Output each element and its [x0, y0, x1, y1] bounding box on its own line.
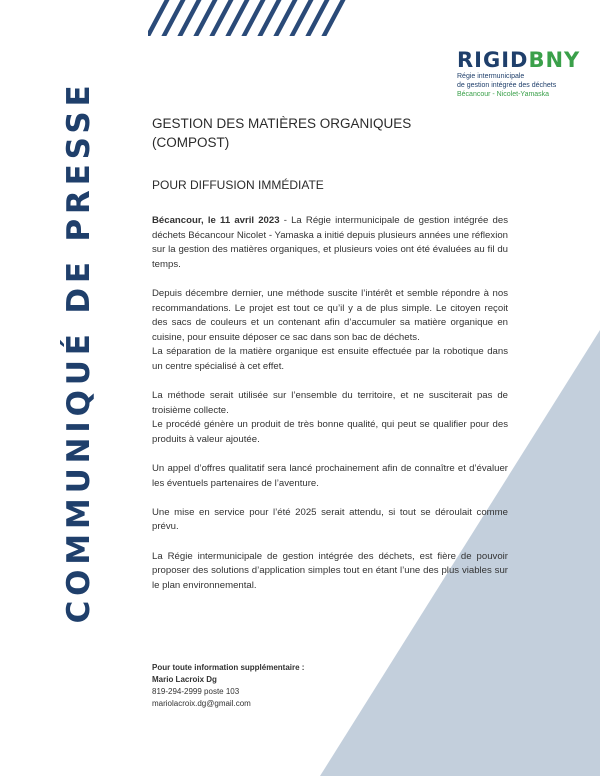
logo-line-3: Bécancour - Nicolet-Yamaska: [457, 91, 550, 98]
paragraph-closing: La Régie intermunicipale de gestion intégrée des déchets, est fière de pouvoir proposer des solutions d’application simples tout en étant l’une des plus viables sur le plan environnemental.: [152, 550, 508, 591]
paragraph-schedule: Une mise en service pour l’été 2025 serait attendu, si tout se déroulait comme prévu.: [152, 506, 508, 533]
side-title: COMMUNIQUÉ DE PRESSE: [61, 80, 97, 624]
paragraph-territory: La méthode serait utilisée sur l’ensemble du territoire, et ne susciterait pas de troisième collecte.: [152, 390, 508, 416]
page-title: GESTION DES MATIÈRES ORGANIQUES (COMPOST): [152, 116, 412, 150]
paragraph-quality: Le procédé génère un produit de très bonne qualité, qui peut se qualifier pour des produits à valeur ajoutée.: [152, 419, 508, 445]
contact-email: mariolacroix.dg@gmail.com: [152, 699, 251, 708]
press-release-content: [152, 114, 508, 608]
release-body: [152, 214, 508, 593]
release-subheading: POUR DIFFUSION IMMÉDIATE: [152, 178, 324, 192]
paragraph-tender: Un appel d’offres qualitatif sera lancé prochainement afin de connaître et d’évaluer les éventuels partenaires de l’aventure.: [152, 463, 508, 489]
paragraph-method: Depuis décembre dernier, une méthode suscite l’intérêt et semble répondre à nos recommandations. Le projet est tout ce qu’il y a de plus simple. Le citoyen reçoit des sacs de couleurs et un contenant afin d’accumuler sa matière organique en cuisine, pour ensuite déposer ce sac dans son bac de déchets.: [152, 287, 508, 343]
contact-phone: 819-294-2999 poste 103: [152, 687, 240, 696]
contact-label: Pour toute information supplémentaire :: [152, 663, 305, 672]
rigidbny-logo: [457, 48, 587, 99]
contact-name: Mario Lacroix Dg: [152, 675, 217, 684]
header-stripes: [148, 0, 348, 36]
paragraph-separation: La séparation de la matière organique est ensuite effectuée par la robotique dans un centre spécialisé à cet effet.: [152, 346, 508, 372]
logo-line-2: de gestion intégrée des déchets: [457, 82, 557, 89]
logo-line-1: Régie intermunicipale: [457, 73, 525, 80]
paragraph-intro: Bécancour, le 11 avril 2023 - La Régie intermunicipale de gestion intégrée des déchets Bécancour Nicolet - Yamaska a initié depuis plusieurs années une réflexion sur la gestion des matières organiques, et plusieurs voies ont été évaluées au fil du temps.: [152, 215, 508, 270]
contact-block: [152, 662, 304, 710]
logo-wordmark: RIGIDBNY: [457, 48, 581, 72]
